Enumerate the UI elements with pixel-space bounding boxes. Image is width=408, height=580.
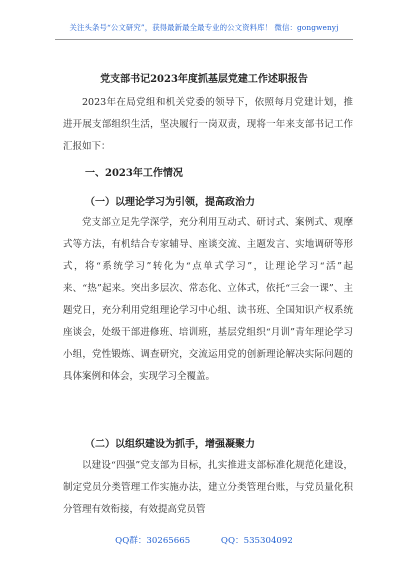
footer-qq: QQ：535304092 [220, 536, 293, 546]
subsection-1-body: 党支部立足先学深学，充分利用互动式、研讨式、案例式、观摩式等方法，有机结合专家辅导、座谈交流、主题发言、实地调研等形式，将“系统学习”转化为“点单式学习”，让理论学习“活”起来、“热”起来。突出多层次、常态化、立体式，依托“三会一课”、主题党日，充分利用党组理论学习中心组、读书班、全国知识产权系统座谈会，处级干部进修班、培训班，基层党组织“月训”青年理论学习小组，党性锻炼、调查研究，交流运用党的创新理论解决实际问题的具体案例和体会，实现学习全覆盖。 [63, 217, 353, 382]
header-banner: 关注头条号“公文研究”，获得最新最全最专业的公文资料库！ 微信：gongwenyj [69, 23, 339, 32]
document-title: 党支部书记2023年度抓基层党建工作述职报告 [100, 74, 308, 85]
section-heading-1: 一、2023年工作情况 [85, 168, 183, 179]
footer-contact [0, 534, 408, 546]
subsection-heading-2: （二）以组织建设为抓手，增强凝聚力 [85, 439, 255, 450]
subsection-heading-1: （一）以理论学习为引领，提高政治力 [85, 197, 255, 208]
header-divider [55, 39, 353, 40]
subsection-2-body: 以建设“四强”党支部为目标，扎实推进支部标准化规范化建设，制定党员分类管理工作实施办法，建立分类管理台账，与党员量化积分管理有效衔接，有效提高党员管 [63, 460, 353, 515]
footer-qq-group: QQ群：30265665 [115, 536, 191, 546]
intro-paragraph: 2023年在局党组和机关党委的领导下，依照每月党建计划，推进开展支部组织生活，坚决履行一岗双责，现将一年来支部书记工作汇报如下： [63, 97, 353, 152]
